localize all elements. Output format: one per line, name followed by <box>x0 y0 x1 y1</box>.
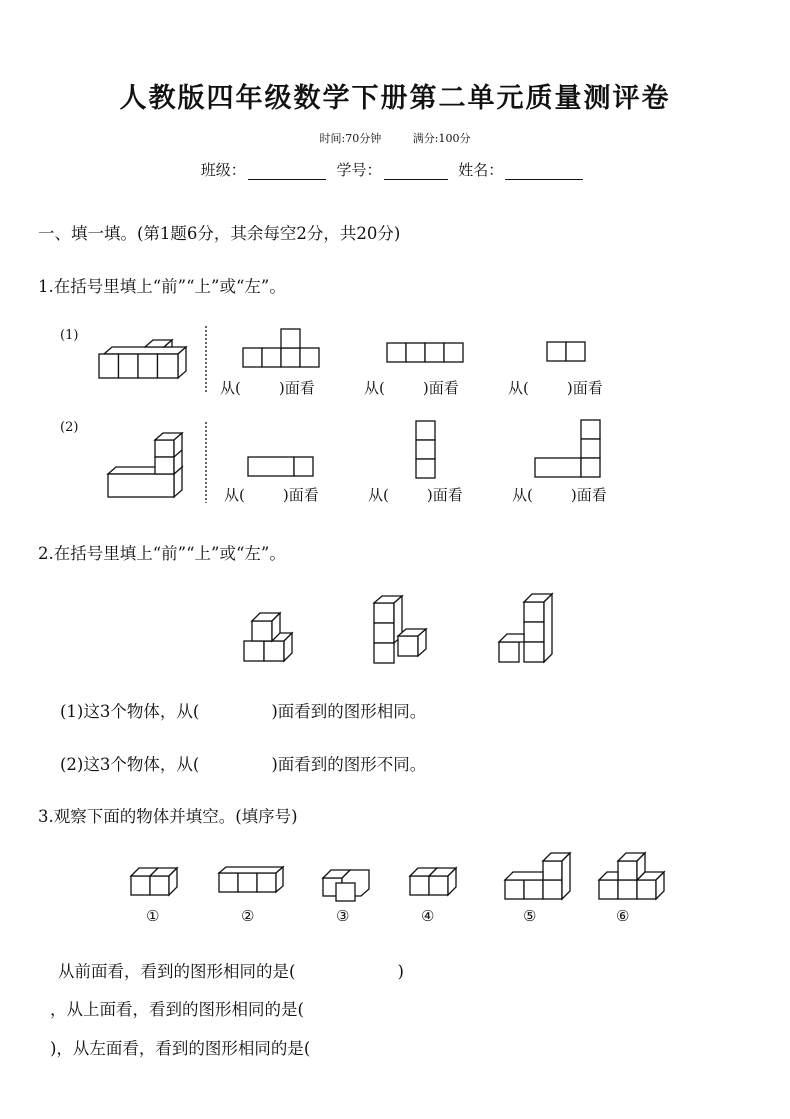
exam-time: 时间:70分钟 <box>319 132 382 145</box>
q1-2-view-left <box>416 421 435 478</box>
exam-score: 满分:100分 <box>412 132 471 145</box>
q2-solid-1 <box>244 613 292 661</box>
q3-number-3: ③ <box>336 907 350 925</box>
id-label: 学号： <box>336 161 382 179</box>
q3-solid-2 <box>219 867 283 892</box>
question-2: 2.在括号里填上“前”“上”或“左”。 <box>38 544 286 563</box>
q1-1-view-left <box>547 342 585 361</box>
name-label: 姓名： <box>458 161 504 179</box>
q3-number-2: ② <box>241 907 255 925</box>
question-3: 3.观察下面的物体并填空。(填序号) <box>38 807 298 826</box>
q3-solid-4 <box>410 868 456 895</box>
q1-1-view-top <box>387 343 463 362</box>
q3-number-6: ⑥ <box>616 907 630 925</box>
q3-solid-6 <box>599 853 664 899</box>
q3-number-4: ④ <box>421 907 435 925</box>
q1-1-answer-a[interactable]: 从( )面看 <box>220 379 315 397</box>
q1-2-view-top <box>248 457 313 476</box>
q3-solid-5 <box>505 853 570 899</box>
q1-2-answer-b[interactable]: 从( )面看 <box>368 486 463 504</box>
q1-part1-label: (1) <box>60 328 79 343</box>
section-heading: 一、填一填。(第1题6分，其余每空2分，共20分) <box>38 224 401 243</box>
q1-2-view-front <box>535 420 600 477</box>
q1-1-answer-c[interactable]: 从( )面看 <box>508 379 603 397</box>
page-title: 人教版四年级数学下册第二单元质量测评卷 <box>119 83 671 114</box>
q3-line-3[interactable]: )，从左面看，看到的图形相同的是( <box>50 1039 311 1058</box>
question-1: 1.在括号里填上“前”“上”或“左”。 <box>38 277 286 296</box>
q1-1-answer-b[interactable]: 从( )面看 <box>364 379 459 397</box>
class-label: 班级： <box>200 161 246 179</box>
q2-line-2[interactable]: (2)这3个物体，从( )面看到的图形不同。 <box>60 755 427 774</box>
q1-2-answer-a[interactable]: 从( )面看 <box>224 486 319 504</box>
q2-line-1[interactable]: (1)这3个物体，从( )面看到的图形相同。 <box>60 702 427 721</box>
q2-solid-2 <box>374 596 426 663</box>
q1-1-solid-figure <box>99 340 186 378</box>
q3-number-1: ① <box>146 907 160 925</box>
q1-1-view-front <box>243 329 319 367</box>
q3-solid-3 <box>323 870 369 901</box>
q3-solid-1 <box>131 868 177 895</box>
q2-solid-3 <box>499 594 552 662</box>
q1-part2-label: (2) <box>60 420 79 435</box>
q3-line-1[interactable]: 从前面看，看到的图形相同的是( ) <box>58 962 404 981</box>
q3-number-5: ⑤ <box>523 907 537 925</box>
q1-2-solid-figure <box>108 433 182 497</box>
q3-line-2[interactable]: ，从上面看，看到的图形相同的是( <box>50 1000 304 1019</box>
q1-2-answer-c[interactable]: 从( )面看 <box>512 486 607 504</box>
